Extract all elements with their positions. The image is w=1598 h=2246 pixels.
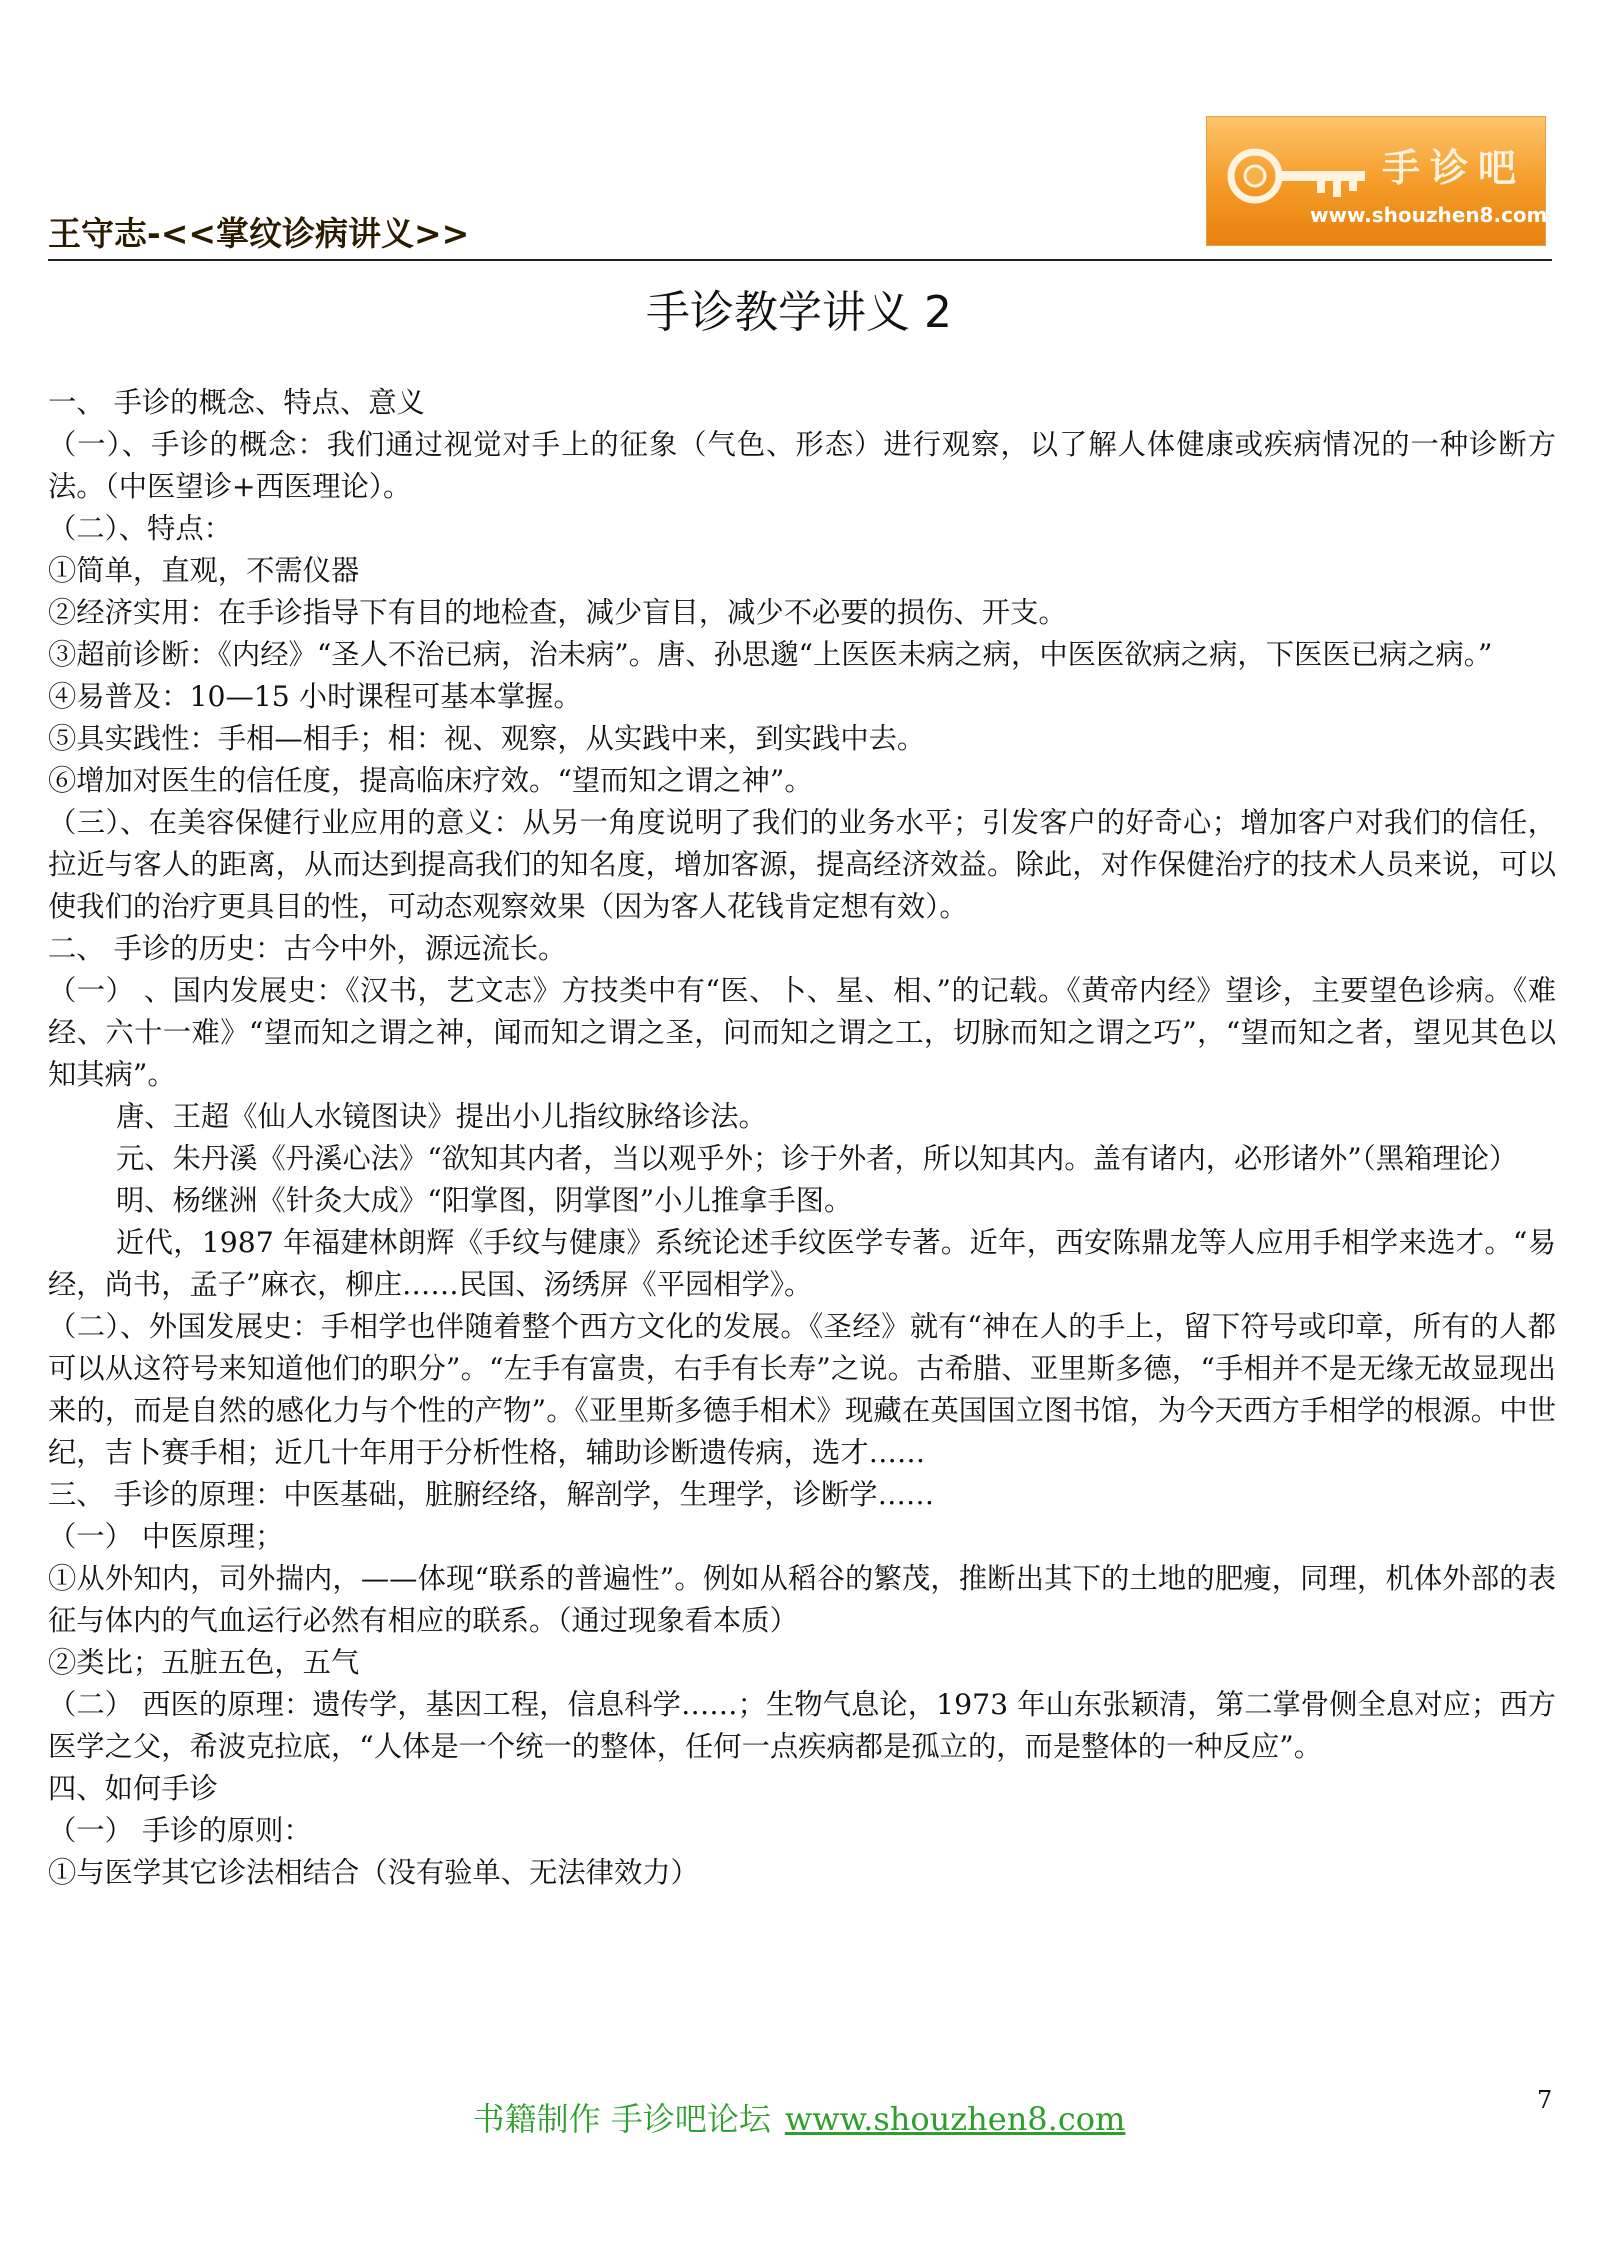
- paragraph: ①简单，直观，不需仪器: [48, 554, 360, 587]
- paragraph: ①从外知内，司外揣内，——体现“联系的普遍性”。例如从稻谷的繁茂，推断出其下的土地的肥瘦，同理，机体外部的表征与体内的气血运行必然有相应的联系。（通过现象看本质）: [48, 1562, 1556, 1637]
- paragraph: ⑥增加对医生的信任度，提高临床疗效。“望而知之谓之神”。: [48, 764, 813, 797]
- paragraph: 明、杨继洲《针灸大成》“阳掌图，阴掌图”小儿推拿手图。: [116, 1184, 853, 1217]
- header-title: 王守志-<<掌纹诊病讲义>>: [48, 214, 470, 253]
- paragraph: （一） 中医原理；: [48, 1520, 284, 1553]
- paragraph: ⑤具实践性：手相—相手；相：视、观察，从实践中来，到实践中去。: [48, 722, 926, 755]
- paragraph: （二） 西医的原理：遗传学，基因工程，信息科学……；生物气息论，1973 年山东张颖清，第二掌骨侧全息对应；西方医学之父，希波克拉底，“人体是一个统一的整体，任何一点疾病都是孤立的，而是整体的一种反应”。: [48, 1688, 1556, 1763]
- paragraph: ③超前诊断：《内经》“圣人不治已病，治未病”。唐、孙思邈“上医医未病之病，中医医欲病之病，下医医已病之病。”: [48, 638, 1493, 671]
- logo-name: 手诊吧: [1382, 146, 1527, 190]
- paragraph: ②类比；五脏五色，五气: [48, 1646, 360, 1679]
- footer-credit: [0, 2094, 1598, 2140]
- paragraph: 一、 手诊的概念、特点、意义: [48, 386, 425, 419]
- document-title: 手诊教学讲义 2: [646, 287, 952, 338]
- paragraph: ④易普及：10—15 小时课程可基本掌握。: [48, 680, 582, 713]
- footer-url-link[interactable]: www.shouzhen8.com: [784, 2100, 1126, 2138]
- paragraph: 二、 手诊的历史：古今中外，源远流长。: [48, 932, 567, 965]
- paragraph: 近代，1987 年福建林朗辉《手纹与健康》系统论述手纹医学专著。近年，西安陈鼎龙等人应用手相学来选才。“易经，尚书，孟子”麻衣，柳庄……民国、汤绣屏《平园相学》。: [48, 1226, 1556, 1301]
- paragraph: （二）、特点：: [48, 512, 232, 545]
- paragraph: （一） 、国内发展史：《汉书，艺文志》方技类中有“医、卜、星、相、”的记载。《黄帝内经》望诊，主要望色诊病。《难经、六十一难》“望而知之谓之神，闻而知之谓之圣，问而知之谓之工，切脉而知之谓之巧”，“望而知之者，望见其色以知其病”。: [48, 974, 1556, 1091]
- paragraph: 元、朱丹溪《丹溪心法》“欲知其内者，当以观乎外；诊于外者，所以知其内。盖有诸内，必形诸外”（黑箱理论）: [116, 1142, 1518, 1175]
- page-number: 7: [1537, 2086, 1553, 2114]
- paragraph: ①与医学其它诊法相结合（没有验单、无法律效力）: [48, 1856, 699, 1889]
- paragraph: （一）、手诊的概念：我们通过视觉对手上的征象（气色、形态）进行观察，以了解人体健康或疾病情况的一种诊断方法。（中医望诊+西医理论）。: [48, 428, 1556, 503]
- paragraph: （一） 手诊的原则：: [48, 1814, 312, 1847]
- footer-credit-text: 书籍制作 手诊吧论坛: [472, 2100, 771, 2138]
- paragraph: 四、如何手诊: [48, 1772, 218, 1805]
- paragraph: （二）、外国发展史：手相学也伴随着整个西方文化的发展。《圣经》就有“神在人的手上，留下符号或印章，所有的人都可以从这符号来知道他们的职分”。“左手有富贵，右手有长寿”之说。古希腊、亚里斯多德，“手相并不是无缘无故显现出来的，而是自然的感化力与个性的产物”。《亚里斯多德手相术》现藏在英国国立图书馆，为今天西方手相学的根源。中世纪，吉卜赛手相；近几十年用于分析性格，辅助诊断遗传病，选才……: [48, 1310, 1556, 1469]
- document-body: [48, 382, 1556, 1894]
- site-logo: [1206, 116, 1546, 246]
- header-divider: [48, 259, 1552, 261]
- logo-url: www.shouzhen8.com: [1310, 203, 1548, 227]
- paragraph: 三、 手诊的原理：中医基础，脏腑经络，解剖学，生理学，诊断学……: [48, 1478, 935, 1511]
- key-icon: [1225, 141, 1375, 211]
- paragraph: 唐、王超《仙人水镜图诀》提出小儿指纹脉络诊法。: [116, 1100, 767, 1133]
- paragraph: （三）、在美容保健行业应用的意义：从另一角度说明了我们的业务水平；引发客户的好奇心；增加客户对我们的信任，拉近与客人的距离，从而达到提高我们的知名度，增加客源，提高经济效益。除此，对作保健治疗的技术人员来说，可以使我们的治疗更具目的性，可动态观察效果（因为客人花钱肯定想有效）。: [48, 806, 1556, 923]
- paragraph: ②经济实用：在手诊指导下有目的地检查，减少盲目，减少不必要的损伤、开支。: [48, 596, 1067, 629]
